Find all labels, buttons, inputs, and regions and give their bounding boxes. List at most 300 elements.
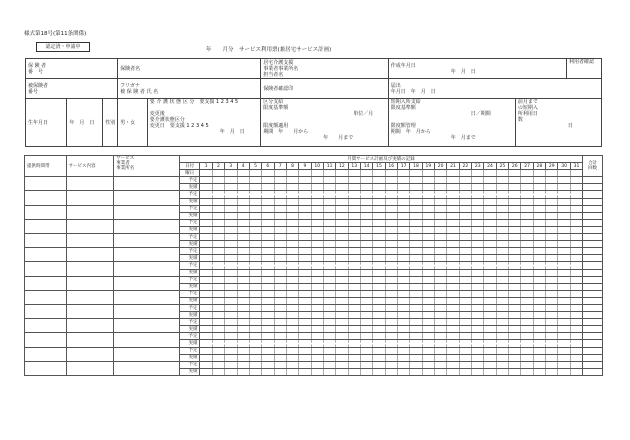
service-time-cell[interactable] xyxy=(25,304,67,318)
day-cell[interactable] xyxy=(262,304,274,311)
day-cell[interactable] xyxy=(323,333,335,340)
day-cell[interactable] xyxy=(570,234,582,241)
day-cell[interactable] xyxy=(472,248,484,255)
day-cell[interactable] xyxy=(472,191,484,198)
day-cell[interactable] xyxy=(225,333,237,340)
day-cell[interactable] xyxy=(447,234,459,241)
day-cell[interactable] xyxy=(385,219,397,226)
day-cell[interactable] xyxy=(533,297,545,304)
day-cell[interactable] xyxy=(299,219,311,226)
day-cell[interactable] xyxy=(570,368,582,375)
day-cell[interactable] xyxy=(237,212,249,219)
day-cell[interactable] xyxy=(472,340,484,347)
day-cell[interactable] xyxy=(484,269,496,276)
day-cell[interactable] xyxy=(546,241,558,248)
day-cell[interactable] xyxy=(521,198,533,205)
day-cell[interactable] xyxy=(200,290,212,297)
service-content-cell[interactable] xyxy=(66,205,114,219)
day-cell[interactable] xyxy=(348,198,360,205)
day-cell[interactable] xyxy=(385,319,397,326)
day-cell[interactable] xyxy=(397,326,409,333)
day-cell[interactable] xyxy=(249,326,261,333)
day-cell[interactable] xyxy=(237,297,249,304)
day-cell[interactable] xyxy=(558,191,570,198)
day-cell[interactable] xyxy=(385,326,397,333)
service-office-cell[interactable] xyxy=(114,262,179,276)
day-cell[interactable] xyxy=(533,205,545,212)
day-cell[interactable] xyxy=(286,212,298,219)
day-cell[interactable] xyxy=(249,340,261,347)
day-cell[interactable] xyxy=(225,177,237,184)
day-cell[interactable] xyxy=(496,326,508,333)
day-cell[interactable] xyxy=(286,347,298,354)
day-cell[interactable] xyxy=(249,368,261,375)
total-cell[interactable] xyxy=(583,177,603,184)
day-cell[interactable] xyxy=(410,198,422,205)
day-cell[interactable] xyxy=(422,304,434,311)
day-cell[interactable] xyxy=(323,177,335,184)
day-cell[interactable] xyxy=(212,361,224,368)
day-cell[interactable] xyxy=(311,333,323,340)
service-time-cell[interactable] xyxy=(25,262,67,276)
day-cell[interactable] xyxy=(521,205,533,212)
day-cell[interactable] xyxy=(435,184,447,191)
service-time-cell[interactable] xyxy=(25,347,67,361)
day-cell[interactable] xyxy=(249,205,261,212)
day-cell[interactable] xyxy=(212,304,224,311)
day-cell[interactable] xyxy=(422,234,434,241)
day-cell[interactable] xyxy=(385,276,397,283)
day-cell[interactable] xyxy=(299,184,311,191)
day-cell[interactable] xyxy=(435,255,447,262)
day-cell[interactable] xyxy=(447,219,459,226)
weekday-cell[interactable] xyxy=(509,170,521,177)
day-cell[interactable] xyxy=(558,255,570,262)
day-cell[interactable] xyxy=(323,226,335,233)
day-cell[interactable] xyxy=(373,319,385,326)
day-cell[interactable] xyxy=(533,269,545,276)
day-cell[interactable] xyxy=(447,269,459,276)
day-cell[interactable] xyxy=(484,319,496,326)
day-cell[interactable] xyxy=(533,326,545,333)
day-cell[interactable] xyxy=(546,304,558,311)
day-cell[interactable] xyxy=(397,290,409,297)
day-cell[interactable] xyxy=(397,248,409,255)
day-cell[interactable] xyxy=(348,191,360,198)
day-cell[interactable] xyxy=(286,205,298,212)
day-cell[interactable] xyxy=(336,326,348,333)
day-cell[interactable] xyxy=(249,304,261,311)
day-cell[interactable] xyxy=(521,184,533,191)
day-cell[interactable] xyxy=(225,269,237,276)
day-cell[interactable] xyxy=(311,319,323,326)
day-cell[interactable] xyxy=(360,262,372,269)
day-cell[interactable] xyxy=(459,241,471,248)
day-cell[interactable] xyxy=(521,283,533,290)
day-cell[interactable] xyxy=(286,248,298,255)
day-cell[interactable] xyxy=(237,255,249,262)
day-cell[interactable] xyxy=(546,198,558,205)
day-cell[interactable] xyxy=(225,361,237,368)
day-cell[interactable] xyxy=(212,290,224,297)
day-cell[interactable] xyxy=(459,347,471,354)
day-cell[interactable] xyxy=(311,184,323,191)
day-cell[interactable] xyxy=(558,248,570,255)
day-cell[interactable] xyxy=(360,234,372,241)
service-office-cell[interactable] xyxy=(114,219,179,233)
day-cell[interactable] xyxy=(348,297,360,304)
day-cell[interactable] xyxy=(286,241,298,248)
day-cell[interactable] xyxy=(570,304,582,311)
weekday-cell[interactable] xyxy=(435,170,447,177)
day-cell[interactable] xyxy=(274,312,286,319)
day-cell[interactable] xyxy=(533,304,545,311)
day-cell[interactable] xyxy=(509,212,521,219)
day-cell[interactable] xyxy=(546,283,558,290)
day-cell[interactable] xyxy=(533,361,545,368)
day-cell[interactable] xyxy=(533,226,545,233)
day-cell[interactable] xyxy=(435,368,447,375)
day-cell[interactable] xyxy=(286,297,298,304)
service-time-cell[interactable] xyxy=(25,361,67,375)
day-cell[interactable] xyxy=(558,304,570,311)
day-cell[interactable] xyxy=(286,191,298,198)
day-cell[interactable] xyxy=(447,198,459,205)
day-cell[interactable] xyxy=(212,255,224,262)
day-cell[interactable] xyxy=(274,241,286,248)
day-cell[interactable] xyxy=(410,290,422,297)
day-cell[interactable] xyxy=(299,269,311,276)
day-cell[interactable] xyxy=(360,297,372,304)
day-cell[interactable] xyxy=(323,276,335,283)
day-cell[interactable] xyxy=(373,304,385,311)
service-content-cell[interactable] xyxy=(66,304,114,318)
day-cell[interactable] xyxy=(472,354,484,361)
day-cell[interactable] xyxy=(521,191,533,198)
day-cell[interactable] xyxy=(237,361,249,368)
day-cell[interactable] xyxy=(348,262,360,269)
day-cell[interactable] xyxy=(472,198,484,205)
day-cell[interactable] xyxy=(237,283,249,290)
day-cell[interactable] xyxy=(336,276,348,283)
day-cell[interactable] xyxy=(323,205,335,212)
day-cell[interactable] xyxy=(546,212,558,219)
day-cell[interactable] xyxy=(348,368,360,375)
day-cell[interactable] xyxy=(558,205,570,212)
day-cell[interactable] xyxy=(558,290,570,297)
service-content-cell[interactable] xyxy=(66,319,114,333)
day-cell[interactable] xyxy=(385,198,397,205)
day-cell[interactable] xyxy=(435,269,447,276)
day-cell[interactable] xyxy=(274,276,286,283)
day-cell[interactable] xyxy=(262,241,274,248)
day-cell[interactable] xyxy=(435,283,447,290)
day-cell[interactable] xyxy=(385,205,397,212)
day-cell[interactable] xyxy=(373,241,385,248)
day-cell[interactable] xyxy=(311,290,323,297)
day-cell[interactable] xyxy=(410,340,422,347)
day-cell[interactable] xyxy=(311,177,323,184)
day-cell[interactable] xyxy=(422,297,434,304)
day-cell[interactable] xyxy=(496,304,508,311)
day-cell[interactable] xyxy=(323,269,335,276)
day-cell[interactable] xyxy=(336,262,348,269)
day-cell[interactable] xyxy=(509,226,521,233)
day-cell[interactable] xyxy=(336,304,348,311)
day-cell[interactable] xyxy=(373,198,385,205)
day-cell[interactable] xyxy=(533,276,545,283)
service-time-cell[interactable] xyxy=(25,191,67,205)
day-cell[interactable] xyxy=(558,319,570,326)
service-office-cell[interactable] xyxy=(114,361,179,375)
day-cell[interactable] xyxy=(484,368,496,375)
weekday-cell[interactable] xyxy=(472,170,484,177)
day-cell[interactable] xyxy=(299,212,311,219)
day-cell[interactable] xyxy=(262,234,274,241)
day-cell[interactable] xyxy=(286,283,298,290)
day-cell[interactable] xyxy=(459,361,471,368)
weekday-cell[interactable] xyxy=(360,170,372,177)
total-cell[interactable] xyxy=(583,184,603,191)
day-cell[interactable] xyxy=(422,326,434,333)
day-cell[interactable] xyxy=(373,354,385,361)
day-cell[interactable] xyxy=(397,354,409,361)
weekday-cell[interactable] xyxy=(521,170,533,177)
day-cell[interactable] xyxy=(311,234,323,241)
day-cell[interactable] xyxy=(546,191,558,198)
day-cell[interactable] xyxy=(447,368,459,375)
day-cell[interactable] xyxy=(286,234,298,241)
day-cell[interactable] xyxy=(484,340,496,347)
day-cell[interactable] xyxy=(546,262,558,269)
day-cell[interactable] xyxy=(410,361,422,368)
day-cell[interactable] xyxy=(385,290,397,297)
day-cell[interactable] xyxy=(558,241,570,248)
day-cell[interactable] xyxy=(336,198,348,205)
day-cell[interactable] xyxy=(373,326,385,333)
care-level-field[interactable]: 要 介 護 状 態 区 分 要支援 1 2 3 4 5 変更後 要介護状態区分 変更日 要支援 1 2 3 4 5 年 月 日 xyxy=(147,99,260,147)
day-cell[interactable] xyxy=(484,212,496,219)
day-cell[interactable] xyxy=(249,319,261,326)
day-cell[interactable] xyxy=(472,177,484,184)
day-cell[interactable] xyxy=(348,234,360,241)
day-cell[interactable] xyxy=(570,241,582,248)
day-cell[interactable] xyxy=(323,347,335,354)
service-content-cell[interactable] xyxy=(66,290,114,304)
day-cell[interactable] xyxy=(237,269,249,276)
day-cell[interactable] xyxy=(249,276,261,283)
day-cell[interactable] xyxy=(570,297,582,304)
day-cell[interactable] xyxy=(410,255,422,262)
day-cell[interactable] xyxy=(509,205,521,212)
day-cell[interactable] xyxy=(200,184,212,191)
day-cell[interactable] xyxy=(360,241,372,248)
day-cell[interactable] xyxy=(435,361,447,368)
day-cell[interactable] xyxy=(521,347,533,354)
day-cell[interactable] xyxy=(286,312,298,319)
day-cell[interactable] xyxy=(533,184,545,191)
day-cell[interactable] xyxy=(496,340,508,347)
total-cell[interactable] xyxy=(583,361,603,368)
day-cell[interactable] xyxy=(496,212,508,219)
day-cell[interactable] xyxy=(262,177,274,184)
total-cell[interactable] xyxy=(583,269,603,276)
day-cell[interactable] xyxy=(373,226,385,233)
day-cell[interactable] xyxy=(385,191,397,198)
day-cell[interactable] xyxy=(237,191,249,198)
day-cell[interactable] xyxy=(385,269,397,276)
day-cell[interactable] xyxy=(447,191,459,198)
day-cell[interactable] xyxy=(262,262,274,269)
day-cell[interactable] xyxy=(323,241,335,248)
day-cell[interactable] xyxy=(212,347,224,354)
day-cell[interactable] xyxy=(447,347,459,354)
day-cell[interactable] xyxy=(262,290,274,297)
day-cell[interactable] xyxy=(360,361,372,368)
day-cell[interactable] xyxy=(311,312,323,319)
day-cell[interactable] xyxy=(484,177,496,184)
day-cell[interactable] xyxy=(311,304,323,311)
day-cell[interactable] xyxy=(225,226,237,233)
day-cell[interactable] xyxy=(484,184,496,191)
weekday-cell[interactable] xyxy=(558,170,570,177)
total-cell[interactable] xyxy=(583,333,603,340)
day-cell[interactable] xyxy=(212,262,224,269)
service-office-cell[interactable] xyxy=(114,177,179,191)
day-cell[interactable] xyxy=(472,184,484,191)
day-cell[interactable] xyxy=(212,184,224,191)
day-cell[interactable] xyxy=(373,255,385,262)
day-cell[interactable] xyxy=(558,297,570,304)
day-cell[interactable] xyxy=(336,226,348,233)
day-cell[interactable] xyxy=(274,368,286,375)
day-cell[interactable] xyxy=(422,177,434,184)
day-cell[interactable] xyxy=(459,269,471,276)
day-cell[interactable] xyxy=(225,368,237,375)
day-cell[interactable] xyxy=(348,177,360,184)
day-cell[interactable] xyxy=(212,241,224,248)
day-cell[interactable] xyxy=(299,347,311,354)
day-cell[interactable] xyxy=(410,312,422,319)
day-cell[interactable] xyxy=(570,177,582,184)
day-cell[interactable] xyxy=(212,191,224,198)
day-cell[interactable] xyxy=(360,226,372,233)
weekday-cell[interactable] xyxy=(459,170,471,177)
day-cell[interactable] xyxy=(496,184,508,191)
weekday-cell[interactable] xyxy=(373,170,385,177)
day-cell[interactable] xyxy=(373,177,385,184)
day-cell[interactable] xyxy=(484,255,496,262)
day-cell[interactable] xyxy=(360,347,372,354)
day-cell[interactable] xyxy=(336,290,348,297)
day-cell[interactable] xyxy=(299,262,311,269)
day-cell[interactable] xyxy=(410,354,422,361)
day-cell[interactable] xyxy=(558,283,570,290)
day-cell[interactable] xyxy=(336,241,348,248)
day-cell[interactable] xyxy=(200,212,212,219)
total-cell[interactable] xyxy=(583,368,603,375)
day-cell[interactable] xyxy=(299,283,311,290)
day-cell[interactable] xyxy=(422,198,434,205)
day-cell[interactable] xyxy=(509,368,521,375)
weekday-cell[interactable] xyxy=(546,170,558,177)
day-cell[interactable] xyxy=(212,226,224,233)
day-cell[interactable] xyxy=(533,191,545,198)
day-cell[interactable] xyxy=(397,177,409,184)
day-cell[interactable] xyxy=(459,212,471,219)
day-cell[interactable] xyxy=(558,177,570,184)
prev-short-stay-days-field[interactable]: 前月まで の短期入 所利用日 数 日 xyxy=(515,99,601,147)
day-cell[interactable] xyxy=(348,219,360,226)
day-cell[interactable] xyxy=(509,177,521,184)
day-cell[interactable] xyxy=(533,262,545,269)
day-cell[interactable] xyxy=(496,219,508,226)
day-cell[interactable] xyxy=(262,269,274,276)
service-office-cell[interactable] xyxy=(114,234,179,248)
weekday-cell[interactable] xyxy=(200,170,212,177)
day-cell[interactable] xyxy=(274,177,286,184)
day-cell[interactable] xyxy=(249,191,261,198)
day-cell[interactable] xyxy=(262,319,274,326)
day-cell[interactable] xyxy=(323,212,335,219)
day-cell[interactable] xyxy=(422,269,434,276)
service-time-cell[interactable] xyxy=(25,319,67,333)
day-cell[interactable] xyxy=(546,312,558,319)
day-cell[interactable] xyxy=(422,340,434,347)
day-cell[interactable] xyxy=(299,255,311,262)
day-cell[interactable] xyxy=(212,269,224,276)
service-time-cell[interactable] xyxy=(25,234,67,248)
day-cell[interactable] xyxy=(360,333,372,340)
day-cell[interactable] xyxy=(533,219,545,226)
day-cell[interactable] xyxy=(558,361,570,368)
day-cell[interactable] xyxy=(249,262,261,269)
day-cell[interactable] xyxy=(336,255,348,262)
day-cell[interactable] xyxy=(262,184,274,191)
day-cell[interactable] xyxy=(472,290,484,297)
day-cell[interactable] xyxy=(435,354,447,361)
day-cell[interactable] xyxy=(397,205,409,212)
day-cell[interactable] xyxy=(546,297,558,304)
total-cell[interactable] xyxy=(583,234,603,241)
day-cell[interactable] xyxy=(311,205,323,212)
service-content-cell[interactable] xyxy=(66,248,114,262)
day-cell[interactable] xyxy=(237,262,249,269)
day-cell[interactable] xyxy=(225,304,237,311)
day-cell[interactable] xyxy=(509,184,521,191)
service-time-cell[interactable] xyxy=(25,290,67,304)
day-cell[interactable] xyxy=(348,184,360,191)
day-cell[interactable] xyxy=(200,283,212,290)
day-cell[interactable] xyxy=(410,219,422,226)
total-cell[interactable] xyxy=(583,198,603,205)
day-cell[interactable] xyxy=(373,297,385,304)
day-cell[interactable] xyxy=(373,219,385,226)
day-cell[interactable] xyxy=(509,312,521,319)
day-cell[interactable] xyxy=(360,354,372,361)
day-cell[interactable] xyxy=(200,198,212,205)
day-cell[interactable] xyxy=(509,269,521,276)
day-cell[interactable] xyxy=(410,319,422,326)
day-cell[interactable] xyxy=(348,340,360,347)
day-cell[interactable] xyxy=(385,283,397,290)
day-cell[interactable] xyxy=(286,269,298,276)
day-cell[interactable] xyxy=(447,297,459,304)
day-cell[interactable] xyxy=(262,354,274,361)
total-cell[interactable] xyxy=(583,276,603,283)
service-office-cell[interactable] xyxy=(114,333,179,347)
day-cell[interactable] xyxy=(521,354,533,361)
